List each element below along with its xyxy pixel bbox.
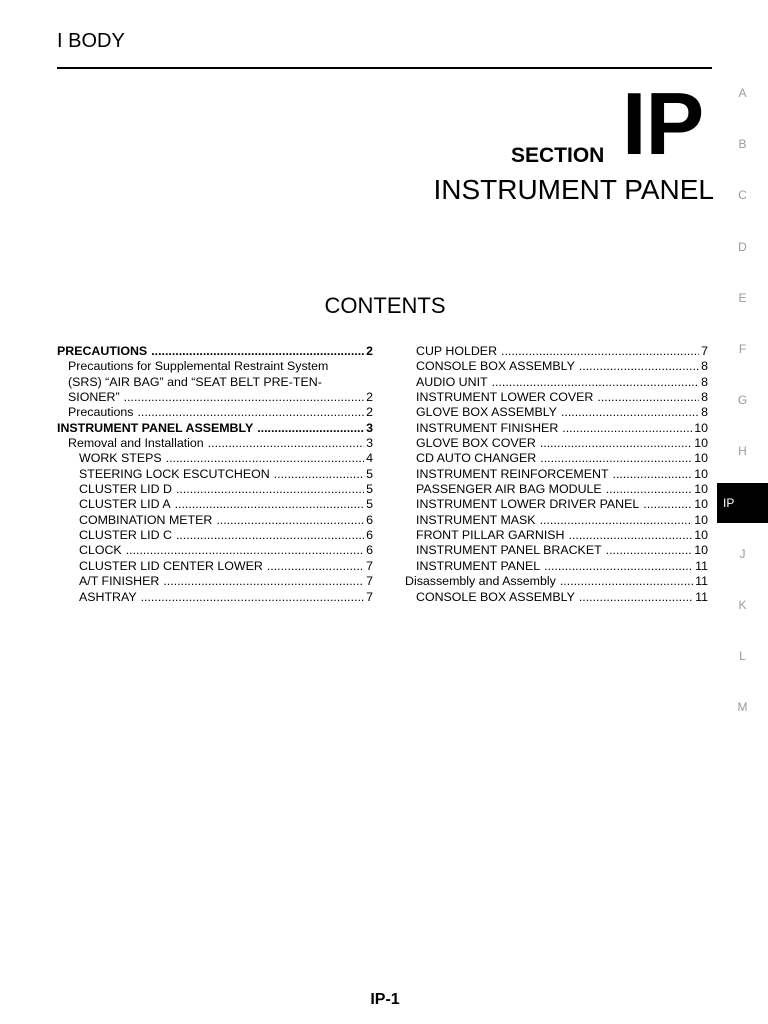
section-tab-e[interactable]: E <box>738 290 747 305</box>
toc-entry[interactable] <box>405 590 708 605</box>
toc-entry-title: Precautions <box>68 405 134 420</box>
toc-page-number: 10 <box>694 512 708 527</box>
toc-dot-leader <box>602 482 693 497</box>
toc-entry-title: ASHTRAY <box>79 589 137 604</box>
toc-dot-leader <box>609 467 693 482</box>
toc-entry[interactable] <box>405 513 708 528</box>
toc-page-number: 8 <box>701 359 708 374</box>
toc-dot-leader <box>120 390 364 405</box>
toc-entry[interactable] <box>57 344 373 359</box>
toc-entry[interactable] <box>57 574 373 589</box>
toc-entry-title: CONSOLE BOX ASSEMBLY <box>416 589 575 604</box>
toc-dot-leader <box>558 421 692 436</box>
toc-page-number: 10 <box>694 482 708 497</box>
toc-entry[interactable] <box>57 359 373 405</box>
section-tab-d[interactable]: D <box>738 239 747 254</box>
toc-entry[interactable] <box>57 590 373 605</box>
toc-page-number: 8 <box>701 405 708 420</box>
toc-dot-leader <box>565 528 693 543</box>
toc-entry-title: GLOVE BOX COVER <box>416 436 536 451</box>
toc-dot-leader <box>147 344 364 359</box>
toc-entry-title: INSTRUMENT PANEL ASSEMBLY <box>57 420 254 435</box>
toc-entry[interactable] <box>405 344 708 359</box>
toc-entry-title: PRECAUTIONS <box>57 344 148 358</box>
toc-dot-leader <box>253 421 364 436</box>
toc-entry-title: CLUSTER LID D <box>79 482 172 497</box>
toc-entry[interactable] <box>405 375 708 390</box>
toc-page-number: 7 <box>366 574 373 589</box>
toc-right-column <box>405 344 708 605</box>
toc-entry[interactable] <box>57 436 373 451</box>
toc-page-number: 2 <box>366 390 373 405</box>
toc-dot-leader <box>122 543 364 558</box>
section-tab-j[interactable]: J <box>739 546 746 561</box>
toc-entry-title: Disassembly and Assembly <box>405 574 556 589</box>
header-divider <box>57 67 712 69</box>
toc-dot-leader <box>162 451 364 466</box>
toc-entry-title: CONSOLE BOX ASSEMBLY <box>416 359 575 374</box>
toc-page-number: 4 <box>366 451 373 466</box>
toc-page-number: 11 <box>695 574 708 589</box>
toc-page-number: 11 <box>695 558 708 573</box>
toc-entry-title: A/T FINISHER <box>79 574 160 589</box>
toc-entry[interactable] <box>57 513 373 528</box>
toc-entry[interactable] <box>405 436 708 451</box>
toc-page-number: 5 <box>366 466 373 481</box>
section-tab-g[interactable]: G <box>737 393 748 408</box>
toc-dot-leader <box>536 436 692 451</box>
toc-page-number: 7 <box>366 558 373 573</box>
section-tab-c[interactable]: C <box>738 188 747 203</box>
toc-left-column <box>57 344 373 605</box>
toc-dot-leader <box>159 574 364 589</box>
toc-entry-title: GLOVE BOX ASSEMBLY <box>416 405 557 420</box>
toc-dot-leader <box>204 436 364 451</box>
toc-dot-leader <box>593 390 699 405</box>
toc-dot-leader <box>171 497 365 512</box>
toc-entry-title: Removal and Installation <box>68 436 204 451</box>
toc-entry[interactable] <box>405 528 708 543</box>
toc-page-number: 8 <box>701 390 708 405</box>
toc-dot-leader <box>639 497 692 512</box>
toc-entry[interactable] <box>405 451 708 466</box>
toc-entry[interactable] <box>57 528 373 543</box>
section-tab-l[interactable]: L <box>739 649 746 664</box>
toc-dot-leader <box>172 528 364 543</box>
toc-entry-title: CLUSTER LID C <box>79 528 172 543</box>
toc-dot-leader <box>137 590 364 605</box>
toc-entry[interactable] <box>405 482 708 497</box>
toc-page-number: 5 <box>366 497 373 512</box>
toc-entry[interactable] <box>405 497 708 512</box>
toc-page-number: 10 <box>694 420 708 435</box>
toc-entry-title: AUDIO UNIT <box>416 374 488 389</box>
toc-entry-title: CLUSTER LID CENTER LOWER <box>79 558 263 573</box>
toc-page-number: 6 <box>366 528 373 543</box>
toc-page-number: 3 <box>366 436 373 451</box>
manual-category-title: I BODY <box>57 30 125 52</box>
section-tab-m[interactable]: M <box>737 700 748 715</box>
toc-dot-leader <box>536 513 693 528</box>
toc-entry-title: INSTRUMENT LOWER DRIVER PANEL <box>416 497 640 512</box>
toc-page-number: 10 <box>694 528 708 543</box>
toc-dot-leader <box>488 375 700 390</box>
toc-entry[interactable] <box>57 467 373 482</box>
toc-entry-title: STEERING LOCK ESCUTCHEON <box>79 466 270 481</box>
toc-entry-title: INSTRUMENT FINISHER <box>416 420 559 435</box>
toc-entry-title: COMBINATION METER <box>79 512 213 527</box>
toc-page-number: 2 <box>366 344 373 358</box>
toc-page-number: 10 <box>694 451 708 466</box>
contents-heading: CONTENTS <box>324 293 446 318</box>
toc-entry[interactable] <box>57 497 373 512</box>
toc-entry-title: SIONER” <box>68 390 120 405</box>
toc-entry-title: PASSENGER AIR BAG MODULE <box>416 482 602 497</box>
toc-entry[interactable] <box>405 543 708 558</box>
toc-entry[interactable] <box>57 482 373 497</box>
toc-page-number: 6 <box>366 543 373 558</box>
toc-entry-title: INSTRUMENT PANEL BRACKET <box>416 543 602 558</box>
toc-dot-leader <box>263 559 364 574</box>
toc-page-number: 3 <box>366 420 373 435</box>
toc-page-number: 11 <box>695 589 708 604</box>
toc-entry-title: INSTRUMENT REINFORCEMENT <box>416 466 609 481</box>
toc-dot-leader <box>497 344 699 359</box>
toc-dot-leader <box>556 574 693 589</box>
toc-dot-leader <box>602 543 693 558</box>
toc-entry[interactable] <box>57 451 373 466</box>
toc-entry-title: INSTRUMENT MASK <box>416 512 536 527</box>
toc-page-number: 7 <box>366 589 373 604</box>
toc-entry-title: CD AUTO CHANGER <box>416 451 537 466</box>
toc-entry[interactable] <box>405 421 708 436</box>
toc-page-number: 2 <box>366 405 373 420</box>
section-tab-f[interactable]: F <box>738 342 747 356</box>
toc-entry-title: CLUSTER LID A <box>79 497 171 512</box>
toc-dot-leader <box>575 590 693 605</box>
section-tab-ip[interactable]: IP <box>717 483 768 523</box>
toc-page-number: 10 <box>694 497 708 512</box>
page-number: IP-1 <box>370 991 400 1008</box>
toc-page-number: 10 <box>694 466 708 481</box>
toc-entry-title: FRONT PILLAR GARNISH <box>416 528 565 543</box>
section-label: SECTION <box>511 144 605 167</box>
toc-dot-leader <box>212 513 364 528</box>
toc-entry[interactable] <box>405 390 708 405</box>
toc-page-number: 7 <box>701 344 708 358</box>
toc-page-number: 10 <box>694 543 708 558</box>
toc-entry-title: CLOCK <box>79 543 122 558</box>
toc-entry[interactable] <box>405 405 708 420</box>
toc-entry-title: Precautions for Supplemental Restraint System <box>68 359 329 374</box>
toc-entry[interactable] <box>57 559 373 574</box>
toc-entry-title: CUP HOLDER <box>416 344 498 358</box>
toc-dot-leader <box>270 467 364 482</box>
toc-page-number: 8 <box>701 374 708 389</box>
toc-dot-leader <box>557 405 699 420</box>
toc-entry-title: INSTRUMENT LOWER COVER <box>416 390 594 405</box>
toc-entry[interactable] <box>57 421 373 436</box>
section-tab-k[interactable]: K <box>738 598 747 612</box>
toc-dot-leader <box>575 359 699 374</box>
toc-dot-leader <box>536 451 692 466</box>
toc-page-number: 10 <box>694 436 708 451</box>
toc-entry[interactable] <box>57 405 373 420</box>
toc-dot-leader <box>172 482 364 497</box>
toc-dot-leader <box>133 405 364 420</box>
toc-entry-title: (SRS) “AIR BAG” and “SEAT BELT PRE-TEN- <box>68 374 322 389</box>
toc-page-number: 5 <box>366 482 373 497</box>
toc-entry[interactable] <box>405 467 708 482</box>
section-name: INSTRUMENT PANEL <box>433 174 714 205</box>
toc-entry[interactable] <box>405 574 708 589</box>
section-code: IP <box>622 74 704 173</box>
section-tab-b[interactable]: B <box>738 137 747 152</box>
toc-entry[interactable] <box>405 359 708 374</box>
toc-entry-title: INSTRUMENT PANEL <box>416 558 541 573</box>
toc-page-number: 6 <box>366 512 373 527</box>
toc-dot-leader <box>540 559 693 574</box>
section-tab-h[interactable]: H <box>738 444 747 459</box>
toc-entry[interactable] <box>405 559 708 574</box>
toc-entry[interactable] <box>57 543 373 558</box>
section-tab-a[interactable]: A <box>738 86 747 100</box>
toc-entry-title: WORK STEPS <box>79 451 162 466</box>
